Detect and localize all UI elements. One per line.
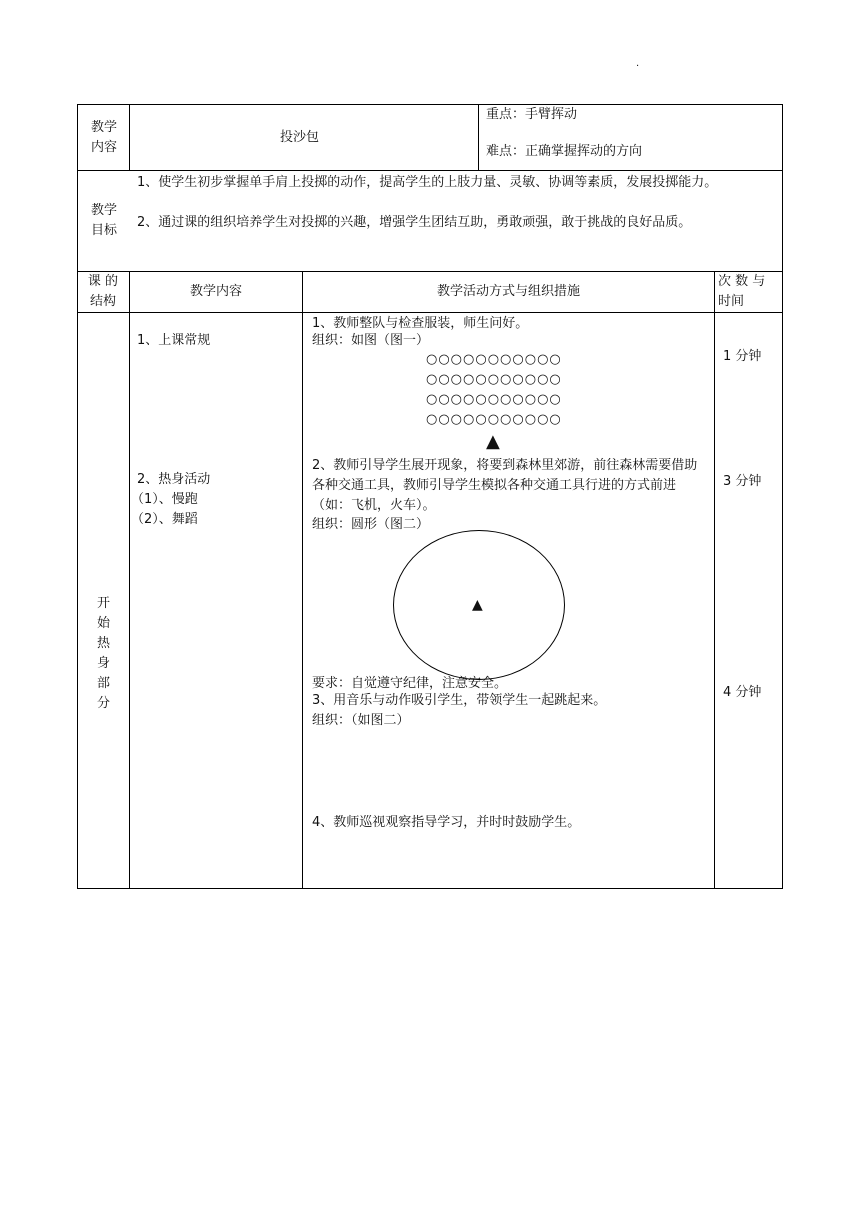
activity-4: 4、教师巡视观察指导学习，并时时鼓励学生。 xyxy=(312,815,581,830)
content-header: 教学内容 xyxy=(189,284,242,299)
formation-row: ○○○○○○○○○○○ xyxy=(426,392,562,407)
difficulty: 难点：正确掌握挥动的方向 xyxy=(486,144,643,159)
activity-2: 2、教师引导学生展开现象，将要到森林里郊游，前往森林需要借助各种交通工具，教师引导学生模拟各种交通工具行进的方式前进（如：飞机，火车）。 xyxy=(312,458,698,513)
formation-row: ○○○○○○○○○○○ xyxy=(426,372,562,387)
organization-2: 组织：圆形（图二） xyxy=(312,517,430,532)
count-time-header: 次 数 与 时间 xyxy=(718,274,766,309)
goal-2: 2、通过课的组织培养学生对投掷的兴趣，增强学生团结互助，勇敢顽强，敢于挑战的良好品质。 xyxy=(137,215,692,230)
structure-header: 课 的 结构 xyxy=(87,274,119,309)
time-2: 3 分钟 xyxy=(723,474,762,489)
page-mark: . xyxy=(636,58,640,69)
item-dance: （2）、舞蹈 xyxy=(131,512,198,527)
content-label: 教学 内容 xyxy=(90,120,117,155)
formation-row: ○○○○○○○○○○○ xyxy=(426,352,562,367)
lesson-topic: 投沙包 xyxy=(280,130,320,145)
requirement: 要求：自觉遵守纪律，注意安全。 xyxy=(312,676,508,691)
activities-header: 教学活动方式与组织措施 xyxy=(436,284,580,299)
item-jog: （1）、慢跑 xyxy=(131,492,198,507)
key-point: 重点：手臂挥动 xyxy=(486,107,578,122)
organization-3: 组织：（如图二） xyxy=(312,713,410,728)
formation-row: ○○○○○○○○○○○ xyxy=(426,412,562,427)
organization-1: 组织：如图（图一） xyxy=(312,333,430,348)
center-triangle-icon: ▲ xyxy=(472,597,483,613)
section-label: 开 始 热 身 部 分 xyxy=(96,596,110,711)
goal-1: 1、使学生初步掌握单手肩上投掷的动作，提高学生的上肢力量、灵敏、协调等素质，发展投掷能力。 xyxy=(137,175,718,190)
goals-label: 教学 目标 xyxy=(90,203,117,238)
item-routine: 1、上课常规 xyxy=(137,333,211,348)
teacher-triangle-icon: ▲ xyxy=(486,431,500,452)
time-3: 4 分钟 xyxy=(723,685,762,700)
activity-1: 1、教师整队与检查服装，师生问好。 xyxy=(312,316,529,331)
activity-3: 3、用音乐与动作吸引学生，带领学生一起跳起来。 xyxy=(312,693,607,708)
item-warmup: 2、热身活动 xyxy=(137,472,211,487)
time-1: 1 分钟 xyxy=(723,349,762,364)
